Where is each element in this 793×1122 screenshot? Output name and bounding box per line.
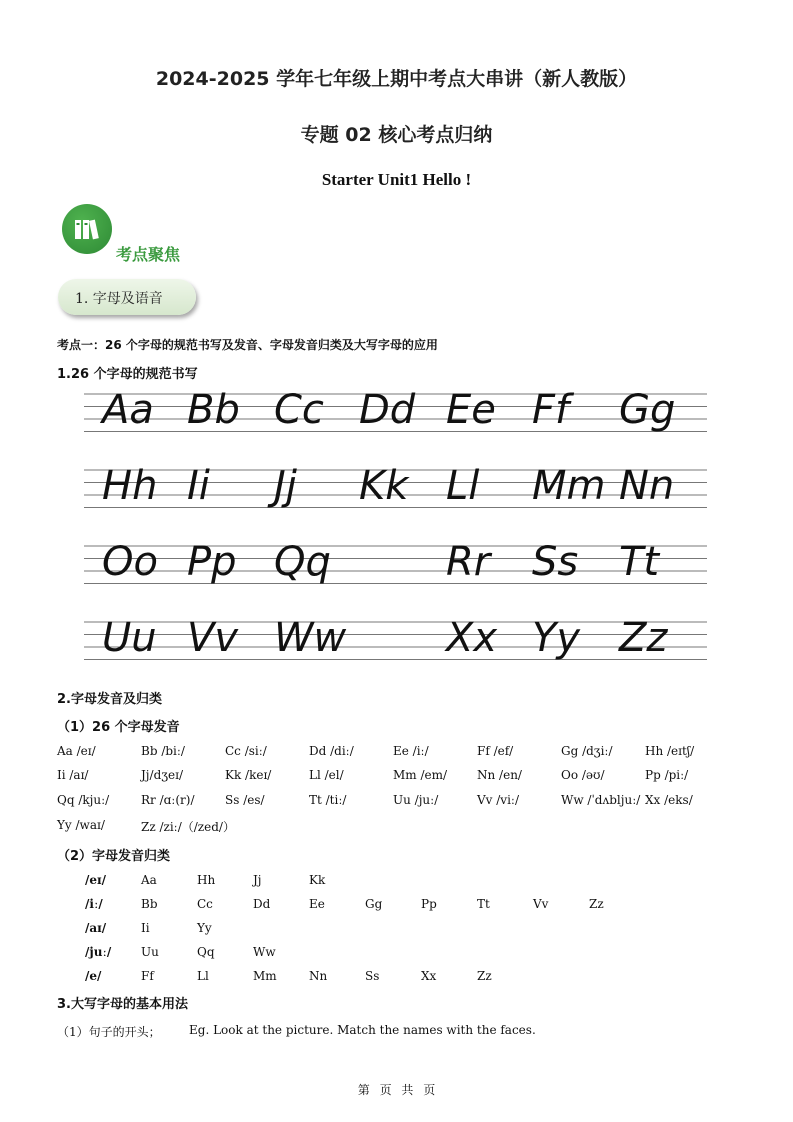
pronunciation-cell: Ww /ˈdʌbljuː/ (561, 793, 641, 807)
topic-pill-label: 1. 字母及语音 (75, 291, 163, 307)
handwriting-letter-pair: Rr (446, 539, 491, 585)
pronunciation-cell: Ss /es/ (225, 793, 265, 807)
pronunciation-cell: Ff /ef/ (477, 744, 514, 758)
handwriting-letter-pair: Nn (619, 463, 675, 509)
pronunciation-cell: Cc /siː/ (225, 744, 267, 758)
handwriting-letter-pair: Kk (359, 463, 409, 509)
letter-item: Gg (365, 897, 383, 911)
badge (62, 204, 112, 254)
letter-item: Qq (197, 945, 215, 959)
footer-text: 共 (401, 1083, 414, 1097)
footer-text: 第 (357, 1083, 370, 1097)
letter-item: Nn (309, 969, 328, 983)
pronunciation-cell: Hh /eɪtʃ/ (645, 744, 695, 758)
pronunciation-cell: Uu /juː/ (393, 793, 439, 807)
sound-label: /juː/ (85, 945, 112, 959)
pronunciation-cell: Pp /piː/ (645, 768, 689, 782)
page-title: 2024-2025 学年七年级上期中考点大串讲（新人教版） (155, 68, 638, 90)
usage-label: （1）句子的开头； (57, 1025, 161, 1039)
handwriting-letter-pair: Ww (274, 615, 347, 661)
letter-item: Uu (141, 945, 159, 959)
letter-item: Ll (197, 969, 209, 983)
pronunciation-cell: Rr /ɑː(r)/ (141, 793, 195, 807)
section-handwriting: 1.26 个字母的规范书写 (57, 367, 198, 382)
handwriting-letter-pair: Cc (274, 387, 324, 433)
pronunciation-cell: Ll /el/ (309, 768, 344, 782)
handwriting-letter-pair: Ss (532, 539, 579, 585)
handwriting-letter-pair: Uu (102, 615, 157, 661)
handwriting-letter-pair: Gg (619, 387, 676, 433)
sound-label: /iː/ (85, 897, 103, 911)
handwriting-letter-pair: Ll (446, 463, 480, 509)
pronunciation-cell: Gg /dʒiː/ (561, 744, 613, 758)
handwriting-letter-pair: Qq (274, 539, 331, 585)
books-icon (62, 204, 112, 254)
letter-item: Yy (197, 921, 212, 935)
letter-item: Kk (309, 873, 326, 887)
pronunciation-cell: Xx /eks/ (645, 793, 693, 807)
usage-example: Eg. Look at the picture. Match the names with the faces. (189, 1023, 536, 1037)
sub-26-letter-sounds: （1）26 个字母发音 (57, 720, 180, 735)
pronunciation-cell: Dd /diː/ (309, 744, 354, 758)
letter-item: Ww (253, 945, 276, 959)
letter-item: Ii (141, 921, 150, 935)
page-subtitle: 专题 02 核心考点归纳 (300, 124, 493, 146)
pronunciation-cell: Bb /biː/ (141, 744, 185, 758)
handwriting-letter-pair: Mm (532, 463, 606, 509)
handwriting-letter-pair: Ii (187, 463, 210, 509)
handwriting-letter-pair: Oo (102, 539, 158, 585)
handwriting-letter-pair: Yy (532, 615, 581, 661)
pronunciation-cell: Nn /en/ (477, 768, 522, 782)
sound-label: /aɪ/ (85, 921, 107, 935)
handwriting-letter-pair: Hh (102, 463, 158, 509)
letter-item: Vv (533, 897, 549, 911)
section-capital-usage: 3.大写字母的基本用法 (57, 997, 188, 1012)
letter-item: Ff (141, 969, 154, 983)
letter-item: Jj (253, 873, 262, 887)
footer-text: 页 (379, 1083, 392, 1097)
pronunciation-cell: Kk /keɪ/ (225, 768, 272, 782)
pronunciation-cell: Tt /tiː/ (309, 793, 347, 807)
pronunciation-cell: Yy /waɪ/ (57, 818, 105, 832)
kaodian-title: 考点一：26 个字母的规范书写及发音、字母发音归类及大写字母的应用 (57, 338, 438, 352)
letter-item: Cc (197, 897, 213, 911)
pronunciation-cell: Aa /eɪ/ (57, 744, 96, 758)
handwriting-letter-pair: Ff (532, 387, 570, 433)
letter-item: Ee (309, 897, 325, 911)
handwriting-letter-pair: Vv (187, 615, 239, 661)
page-footer (0, 1081, 793, 1098)
handwriting-letter-pair: Pp (187, 539, 237, 585)
letter-item: Xx (421, 969, 437, 983)
letter-item: Pp (421, 897, 437, 911)
handwriting-letter-pair: Jj (274, 463, 297, 509)
pronunciation-cell: Zz /ziː/（/zed/） (141, 820, 235, 834)
handwriting-letter-pair: Zz (619, 615, 668, 661)
handwriting-letter-pair: Dd (359, 387, 416, 433)
sub-classification: （2）字母发音归类 (57, 849, 171, 864)
letter-item: Bb (141, 897, 158, 911)
pronunciation-cell: Vv /viː/ (477, 793, 520, 807)
sound-label: /e/ (85, 969, 102, 983)
letter-item: Aa (141, 873, 157, 887)
handwriting-letter-pair: Xx (446, 615, 498, 661)
letter-item: Ss (365, 969, 380, 983)
letter-item: Dd (253, 897, 271, 911)
handwriting-chart (84, 386, 707, 682)
letter-item: Mm (253, 969, 277, 983)
handwriting-letter-pair: Bb (187, 387, 240, 433)
handwriting-letter-pair: Ee (446, 387, 496, 433)
letter-item: Tt (477, 897, 490, 911)
sound-label: /eɪ/ (85, 873, 106, 887)
pronunciation-cell: Oo /əʊ/ (561, 768, 605, 782)
pronunciation-cell: Ii /aɪ/ (57, 768, 89, 782)
pronunciation-cell: Ee /iː/ (393, 744, 429, 758)
pronunciation-cell: Qq /kjuː/ (57, 793, 110, 807)
letter-item: Zz (589, 897, 604, 911)
section-pronunciation: 2.字母发音及归类 (57, 692, 162, 707)
badge-label: 考点聚焦 (116, 245, 181, 264)
handwriting-letter-pair: Aa (102, 387, 154, 433)
footer-text: 页 (423, 1083, 436, 1097)
letter-item: Hh (197, 873, 216, 887)
handwriting-letter-pair: Tt (619, 539, 660, 585)
pronunciation-cell: Mm /em/ (393, 768, 448, 782)
unit-title: Starter Unit1 Hello ! (321, 170, 472, 189)
letter-item: Zz (477, 969, 492, 983)
pronunciation-cell: Jj/dʒeɪ/ (141, 768, 184, 782)
